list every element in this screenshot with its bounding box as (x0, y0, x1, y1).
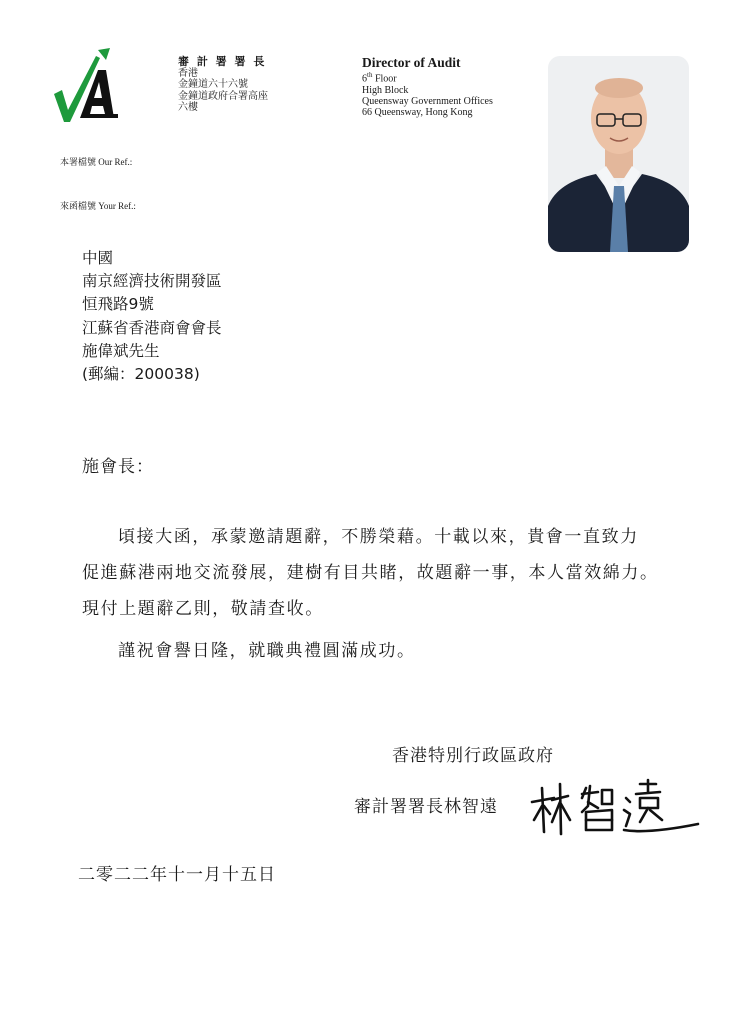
letterhead-en-address-line: High Block (362, 84, 409, 96)
address-line: 恒飛路9號 (82, 295, 154, 314)
letterhead-zh-address-line: 金鐘道政府合署高座 (178, 90, 268, 102)
your-ref: 來函檔號 Your Ref.: (60, 201, 136, 211)
portrait-photo (548, 56, 689, 252)
letterhead-english (362, 55, 493, 118)
address-line: 南京經濟技術開發區 (82, 272, 222, 291)
letterhead-zh-title: 審 計 署 署 長 (178, 55, 267, 68)
handwritten-signature (528, 776, 703, 840)
address-line: 施偉斌先生 (82, 341, 160, 360)
letter-date: 二零二二年十一月十五日 (78, 865, 276, 885)
letterhead-chinese (178, 56, 268, 114)
signatory-name: 審計署署長林智遠 (354, 797, 498, 817)
body-line: 現付上題辭乙則，敬請查收。 (82, 599, 324, 619)
address-line: (郵編：200038) (82, 365, 200, 384)
body-line: 頃接大函，承蒙邀請題辭，不勝榮藉。十載以來，貴會一直致力 (118, 527, 639, 547)
audit-commission-logo (52, 48, 124, 124)
letterhead-zh-address-line: 香港 (178, 67, 198, 79)
letterhead-zh-address-line: 金鐘道六十六號 (178, 79, 248, 90)
address-line: 中國 (82, 249, 114, 267)
letterhead-en-address-line: Queensway Government Offices (362, 95, 493, 107)
salutation: 施會長： (82, 457, 154, 477)
recipient-address (82, 247, 222, 386)
address-line: 江蘇省香港商會會長 (82, 318, 222, 337)
letterhead-en-title: Director of Audit (362, 55, 461, 70)
body-line: 謹祝會譽日隆，就職典禮圓滿成功。 (118, 641, 416, 661)
our-ref: 本署檔號 Our Ref.: (60, 157, 133, 167)
letterhead-en-floor: 6th Floor (362, 71, 397, 85)
letterhead-zh-address-line: 六樓 (178, 102, 198, 113)
signature-organisation: 香港特別行政區政府 (392, 746, 554, 766)
letter-body (82, 519, 702, 669)
body-line: 促進蘇港兩地交流發展，建樹有目共睹，故題辭一事，本人當效綿力。 (82, 563, 659, 583)
letterhead-en-address-line: 66 Queensway, Hong Kong (362, 106, 473, 118)
